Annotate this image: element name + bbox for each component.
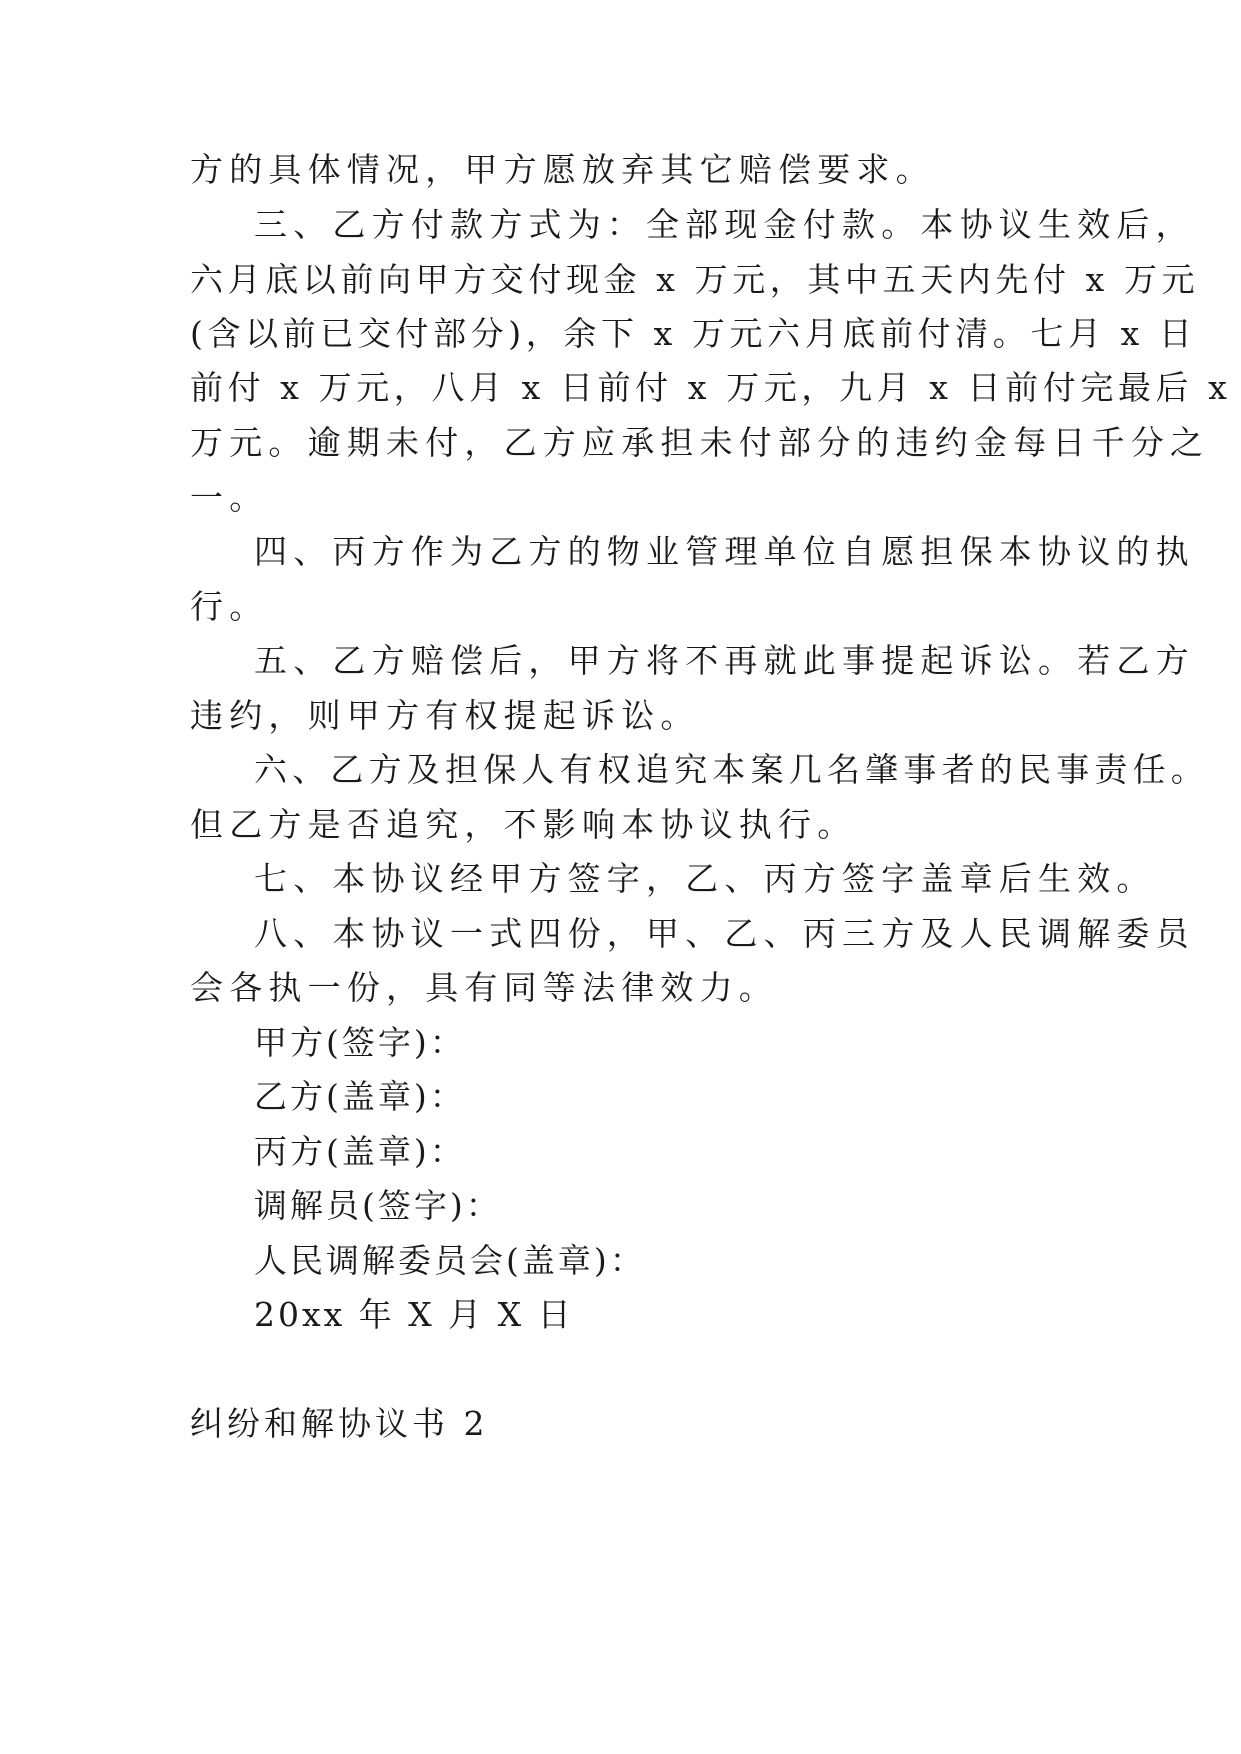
clause-six: 六、乙方及担保人有权追究本案几名肇事者的民事责任。 (254, 750, 1209, 789)
next-document-title: 纠纷和解协议书 2 (190, 1404, 489, 1443)
signature-date: 20xx 年 X 月 X 日 (254, 1295, 574, 1334)
signature-party-c: 丙方(盖章)： (254, 1132, 466, 1171)
body-line: 一。 (190, 478, 269, 517)
body-line: 方的具体情况，甲方愿放弃其它赔偿要求。 (190, 150, 935, 189)
signature-party-b: 乙方(盖章)： (254, 1077, 466, 1116)
clause-three: 三、乙方付款方式为：全部现金付款。本协议生效后， (254, 205, 1195, 244)
clause-four: 四、丙方作为乙方的物业管理单位自愿担保本协议的执 (254, 532, 1195, 571)
clause-eight: 八、本协议一式四份，甲、乙、丙三方及人民调解委员 (254, 914, 1195, 953)
signature-mediator: 调解员(签字)： (254, 1186, 502, 1225)
body-line: 违约，则甲方有权提起诉讼。 (190, 696, 700, 735)
body-line: 六月底以前向甲方交付现金 x 万元，其中五天内先付 x 万元 (190, 260, 1200, 299)
body-line: (含以前已交付部分)，余下 x 万元六月底前付清。七月 x 日 (190, 314, 1197, 353)
clause-five: 五、乙方赔偿后，甲方将不再就此事提起诉讼。若乙方 (254, 641, 1195, 680)
body-line: 会各执一份，具有同等法律效力。 (190, 968, 778, 1007)
body-line: 但乙方是否追究，不影响本协议执行。 (190, 805, 857, 844)
signature-committee: 人民调解委员会(盖章)： (254, 1241, 646, 1280)
body-line: 万元。逾期未付，乙方应承担未付部分的违约金每日千分之 (190, 423, 1210, 462)
clause-seven: 七、本协议经甲方签字，乙、丙方签字盖章后生效。 (254, 859, 1156, 898)
body-line: 行。 (190, 587, 269, 626)
signature-party-a: 甲方(签字)： (254, 1023, 466, 1062)
body-line: 前付 x 万元，八月 x 日前付 x 万元，九月 x 日前付完最后 x (190, 368, 1232, 407)
